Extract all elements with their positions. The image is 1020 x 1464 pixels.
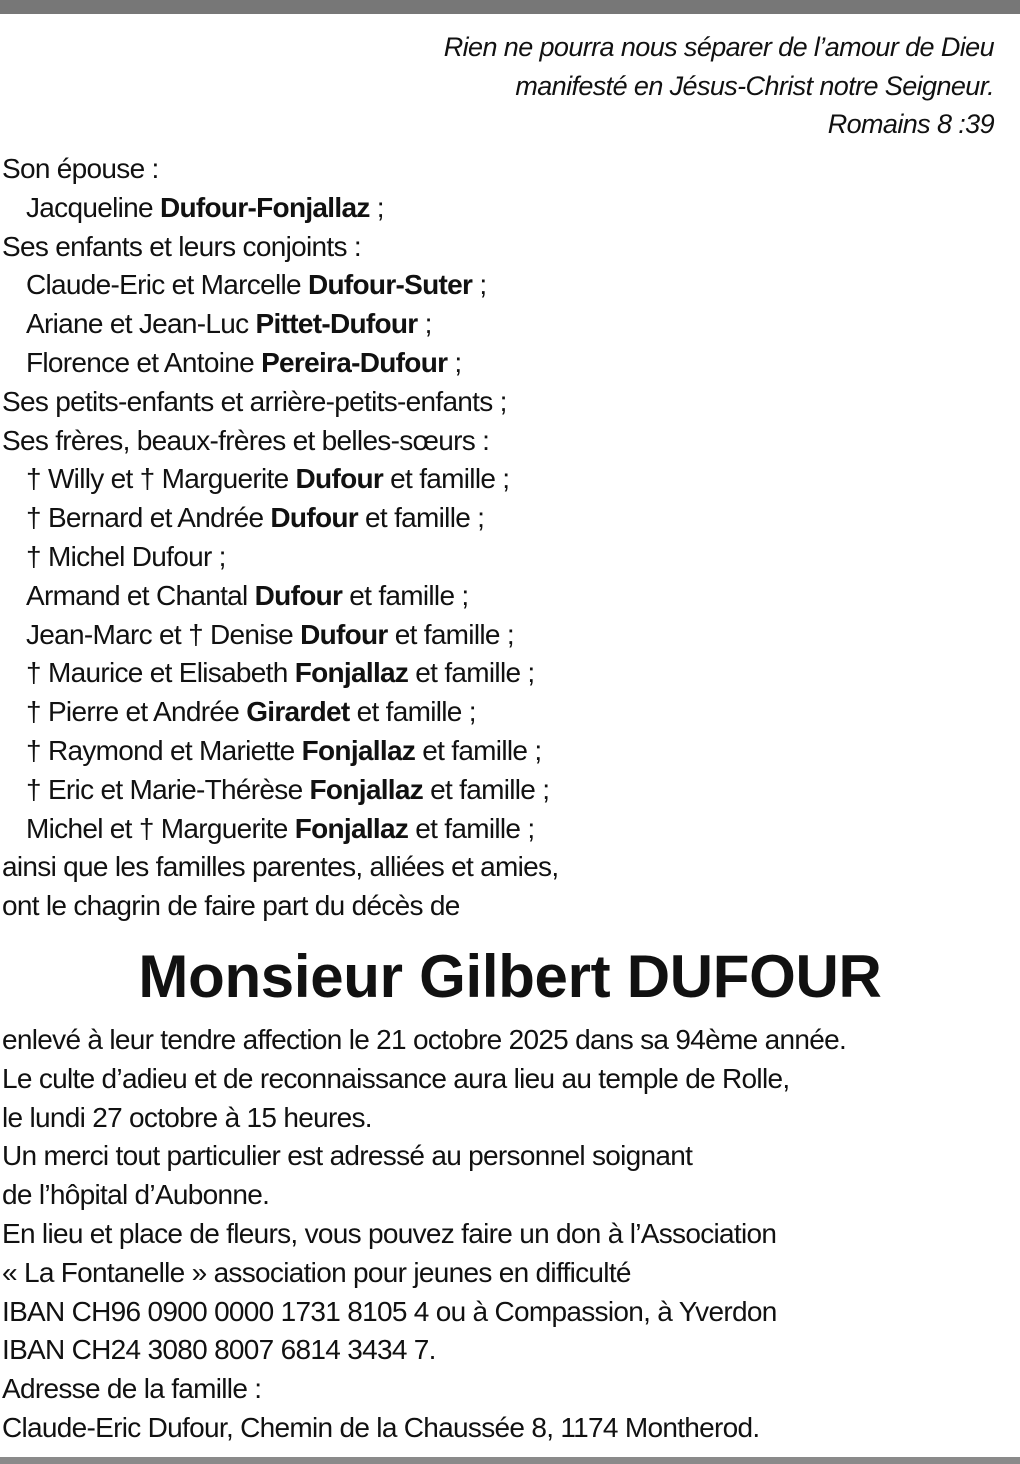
- family-line-text: † Eric et Marie-Thérèse: [26, 773, 310, 805]
- family-surname: Dufour-Suter: [307, 269, 473, 301]
- family-line-text: ont le chagrin de faire part du décès de: [2, 890, 460, 922]
- family-surname: Dufour: [300, 618, 388, 650]
- family-line-suffix: et famille ;: [408, 812, 535, 844]
- family-surname: Dufour: [295, 463, 384, 495]
- announcement-details: [2, 1021, 846, 1448]
- family-surname: Fonjallaz: [294, 657, 409, 689]
- family-surname: Girardet: [246, 696, 350, 728]
- family-line-text: ainsi que les familles parentes, alliées et amies,: [2, 851, 559, 883]
- family-surname: Dufour: [254, 579, 343, 611]
- family-line: [2, 150, 558, 189]
- family-line-text: Ses petits-enfants et arrière-petits-enfants ;: [2, 385, 507, 417]
- family-line-suffix: et famille ;: [342, 579, 469, 611]
- family-line-text: † Pierre et Andrée: [26, 696, 247, 728]
- family-line-text: † Raymond et Mariette: [26, 734, 302, 766]
- family-line-text: Florence et Antoine: [26, 346, 262, 378]
- family-line: [2, 771, 558, 810]
- family-line-suffix: et famille ;: [408, 657, 535, 689]
- detail-line: Le culte d’adieu et de reconnaissance aura lieu au temple de Rolle,: [2, 1062, 790, 1094]
- family-line: [2, 577, 558, 616]
- family-line: [2, 344, 558, 383]
- detail-line: Un merci tout particulier est adressé au personnel soignant: [2, 1140, 693, 1172]
- family-line-text: Michel et † Marguerite: [26, 812, 295, 844]
- family-line: [2, 499, 558, 538]
- family-line-text: Ses enfants et leurs conjoints :: [2, 230, 361, 262]
- family-line-text: Jacqueline: [26, 191, 160, 223]
- family-line: [2, 460, 558, 499]
- family-surname: Dufour-Fonjallaz: [159, 191, 370, 223]
- family-surname: Pereira-Dufour: [261, 346, 448, 378]
- family-line-text: Ariane et Jean-Luc: [26, 308, 256, 340]
- family-line: [2, 538, 558, 577]
- detail-line: le lundi 27 octobre à 15 heures.: [2, 1101, 372, 1133]
- verse-reference: Romains 8 :39: [827, 109, 994, 139]
- family-line: [2, 848, 558, 887]
- family-line: [2, 422, 558, 461]
- family-line-suffix: et famille ;: [415, 734, 542, 766]
- family-line-suffix: ;: [447, 346, 462, 378]
- family-line-suffix: et famille ;: [349, 696, 476, 728]
- detail-line: En lieu et place de fleurs, vous pouvez faire un don à l’Association: [2, 1217, 777, 1249]
- family-line: [2, 810, 558, 849]
- family-line-text: † Maurice et Elisabeth: [26, 657, 295, 689]
- family-line: [2, 383, 558, 422]
- family-line: [2, 887, 558, 926]
- family-line-text: Son épouse :: [2, 153, 159, 184]
- family-line: [2, 189, 558, 228]
- family-line-suffix: ;: [472, 269, 487, 301]
- detail-line: IBAN CH96 0900 0000 1731 8105 4 ou à Compassion, à Yverdon: [2, 1295, 777, 1327]
- family-line-text: † Willy et † Marguerite: [26, 463, 296, 495]
- family-line-text: † Bernard et Andrée: [26, 502, 271, 534]
- verse-line: manifesté en Jésus-Christ notre Seigneur.: [515, 70, 994, 101]
- family-list: [2, 150, 558, 926]
- bottom-rule: [0, 1457, 1020, 1464]
- family-line-suffix: et famille ;: [383, 463, 510, 495]
- family-line: [2, 693, 558, 732]
- family-line-suffix: et famille ;: [387, 618, 514, 650]
- family-surname: Fonjallaz: [294, 812, 409, 844]
- detail-line: Adresse de la famille :: [2, 1373, 262, 1405]
- family-line-text: Jean-Marc et † Denise: [26, 618, 301, 650]
- top-rule: [0, 0, 1020, 14]
- family-line: [2, 266, 558, 305]
- family-line-suffix: et famille ;: [423, 773, 550, 805]
- family-line: [2, 654, 558, 693]
- family-surname: Dufour: [270, 502, 358, 534]
- family-line: [2, 616, 558, 655]
- detail-line: enlevé à leur tendre affection le 21 octobre 2025 dans sa 94ème année.: [2, 1024, 847, 1055]
- detail-line: de l’hôpital d’Aubonne.: [2, 1179, 270, 1211]
- family-line-suffix: ;: [417, 308, 432, 340]
- detail-line: « La Fontanelle » association pour jeunes en difficulté: [2, 1256, 631, 1288]
- detail-line: Claude-Eric Dufour, Chemin de la Chaussée 8, 1174 Montherod.: [2, 1411, 760, 1443]
- deceased-name: Monsieur Gilbert DUFOUR: [138, 943, 882, 1010]
- family-line-text: Ses frères, beaux-frères et belles-sœurs :: [2, 424, 490, 456]
- family-line-suffix: et famille ;: [357, 502, 485, 534]
- family-line: [2, 732, 558, 771]
- verse-line: Rien ne pourra nous séparer de l’amour de Dieu: [443, 32, 994, 62]
- family-line-suffix: ;: [369, 191, 384, 223]
- family-surname: Pittet-Dufour: [255, 308, 418, 340]
- family-line-text: Claude-Eric et Marcelle: [26, 269, 308, 301]
- detail-line: IBAN CH24 3080 8007 6814 3434 7.: [2, 1334, 436, 1366]
- family-surname: Fonjallaz: [309, 773, 424, 805]
- family-line-text: † Michel Dufour ;: [26, 540, 226, 572]
- bible-verse: [444, 28, 994, 144]
- family-line: [2, 228, 558, 267]
- family-surname: Fonjallaz: [301, 734, 416, 766]
- family-line: [2, 305, 558, 344]
- family-line-text: Armand et Chantal: [26, 579, 255, 611]
